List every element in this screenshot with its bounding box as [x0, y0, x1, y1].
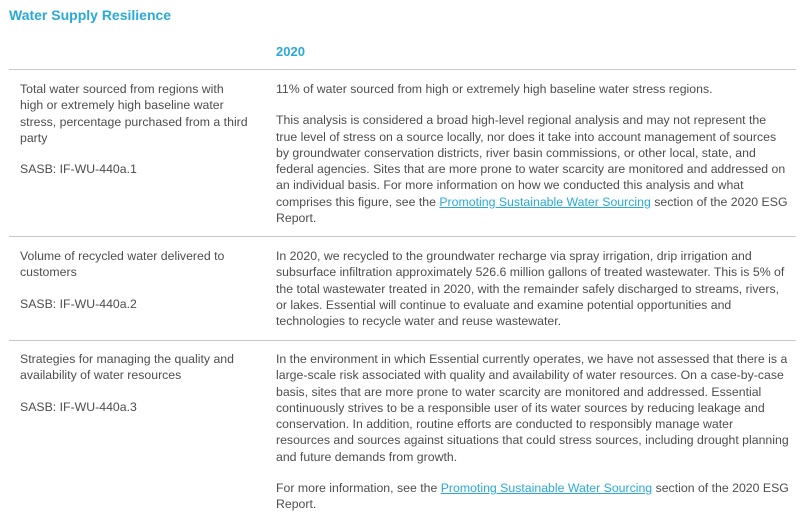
row-2-metric: Volume of recycled water delivered to customers — [20, 249, 225, 280]
row-2-sasb-code: SASB: IF-WU-440a.2 — [20, 296, 137, 311]
row-3-sasb-code: SASB: IF-WU-440a.3 — [20, 399, 137, 414]
row-divider — [9, 236, 796, 237]
row-3-metric: Strategies for managing the quality and availability of water resources — [20, 352, 234, 383]
row-2-metric-cell — [20, 248, 250, 312]
row-divider — [9, 340, 796, 341]
row-2-value-cell — [276, 248, 790, 329]
row-1-metric-cell — [20, 81, 250, 177]
row-1-sasb-code: SASB: IF-WU-440a.1 — [20, 162, 137, 177]
row-1-metric: Total water sourced from regions with high or extremely high baseline water stress, percentage purchased from a third party — [20, 82, 248, 145]
row-divider — [9, 69, 796, 70]
row-1-summary: 11% of water sourced from high or extremely high baseline water stress regions. — [276, 82, 713, 96]
section-title: Water Supply Resilience — [9, 7, 172, 23]
row-3-value-cell — [276, 351, 790, 513]
row-1-value-cell — [276, 81, 790, 226]
row-1-detail: This analysis is considered a broad high-level regional analysis and may not represent the true level of stress on a source locally, nor does it take into account management of sources by groundwater conservation districts, river basin commissions, or other local, state, and federal agencies. Sites that are more prone to water scarcity are monitored and addressed on an individual basis. For more information on how we conducted this analysis and what comprises this figure, see the Promoting Sustainable Water Sourcing section of the 2020 ESG Report. — [276, 113, 788, 226]
promoting-sustainable-water-sourcing-link[interactable]: Promoting Sustainable Water Sourcing — [439, 194, 651, 209]
row-3-detail: For more information, see the Promoting Sustainable Water Sourcing section of the 2020 ESG Report. — [276, 481, 789, 512]
row-3-summary: In the environment in which Essential currently operates, we have not assessed that there is a large-scale risk associated with quality and availability of water resources. On a case-by-case basis, sites that are more prone to water scarcity are monitored and addressed. Essential continuously strives to be a responsible user of its water sources by reducing leakage and conservation. In addition, routine efforts are conducted to responsibly manage water resources and sources against situations that could stress sources, including drought planning and future demands from growth. — [276, 352, 789, 464]
row-2-summary: In 2020, we recycled to the groundwater recharge via spray irrigation, drip irrigation and subsurface infiltration approximately 526.6 million gallons of treated wastewater. This is 5% of the total wastewater treated in 2020, with the remainder safely discharged to streams, rivers, or lakes. Essential will continue to evaluate and examine potential opportunities and technologies to recycle water and reuse wastewater. — [276, 249, 785, 329]
column-header-year: 2020 — [276, 44, 305, 59]
promoting-sustainable-water-sourcing-link[interactable]: Promoting Sustainable Water Sourcing — [440, 481, 653, 496]
row-3-metric-cell — [20, 351, 250, 415]
